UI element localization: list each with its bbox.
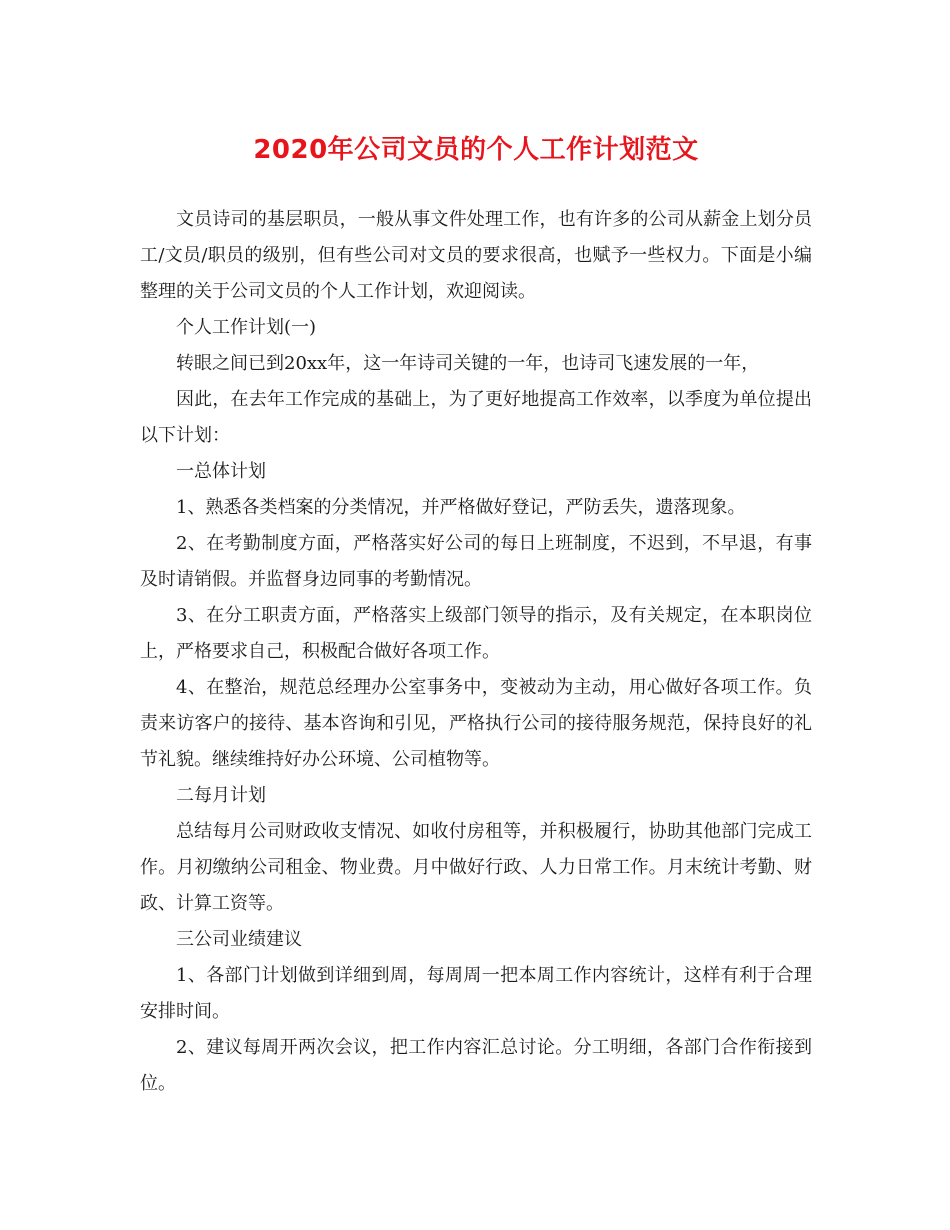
paragraph: 因此，在去年工作完成的基础上，为了更好地提高工作效率，以季度为单位提出以下计划： bbox=[140, 389, 812, 446]
paragraph-plan-heading: 个人工作计划(一) bbox=[176, 317, 317, 338]
list-item: 1、各部门计划做到详细到周，每周周一把本周工作内容统计，这样有利于合理安排时间。 bbox=[140, 965, 812, 1022]
section-heading-overall: 一总体计划 bbox=[176, 461, 266, 482]
paragraph-intro: 文员诗司的基层职员，一般从事文件处理工作，也有许多的公司从薪金上划分员工/文员/职员的级别，但有些公司对文员的要求很高，也赋予一些权力。下面是小编整理的关于公司文员的个人工作计划，欢迎阅读。 bbox=[140, 209, 812, 302]
list-item: 3、在分工职责方面，严格落实上级部门领导的指示，及有关规定，在本职岗位上，严格要求自己，积极配合做好各项工作。 bbox=[140, 605, 812, 662]
paragraph: 转眼之间已到20xx年，这一年诗司关键的一年，也诗司飞速发展的一年， bbox=[176, 353, 760, 374]
document-title: 2020年公司文员的个人工作计划范文 bbox=[253, 135, 699, 165]
section-heading-suggestions: 三公司业绩建议 bbox=[176, 929, 302, 950]
list-item: 2、在考勤制度方面，严格落实好公司的每日上班制度，不迟到，不早退，有事及时请销假。并监督身边同事的考勤情况。 bbox=[140, 533, 812, 590]
section-heading-monthly: 二每月计划 bbox=[176, 785, 266, 806]
list-item: 1、熟悉各类档案的分类情况，并严格做好登记，严防丢失，遗落现象。 bbox=[176, 497, 746, 518]
list-item: 2、建议每周开两次会议，把工作内容汇总讨论。分工明细，各部门合作衔接到位。 bbox=[140, 1037, 812, 1094]
document-body bbox=[140, 202, 812, 1102]
paragraph: 总结每月公司财政收支情况、如收付房租等，并积极履行，协助其他部门完成工作。月初缴纳公司租金、物业费。月中做好行政、人力日常工作。月末统计考勤、财政、计算工资等。 bbox=[140, 821, 812, 914]
list-item: 4、在整治，规范总经理办公室事务中，变被动为主动，用心做好各项工作。负责来访客户的接待、基本咨询和引见，严格执行公司的接待服务规范，保持良好的礼节礼貌。继续维持好办公环境、公司植物等。 bbox=[140, 677, 812, 770]
